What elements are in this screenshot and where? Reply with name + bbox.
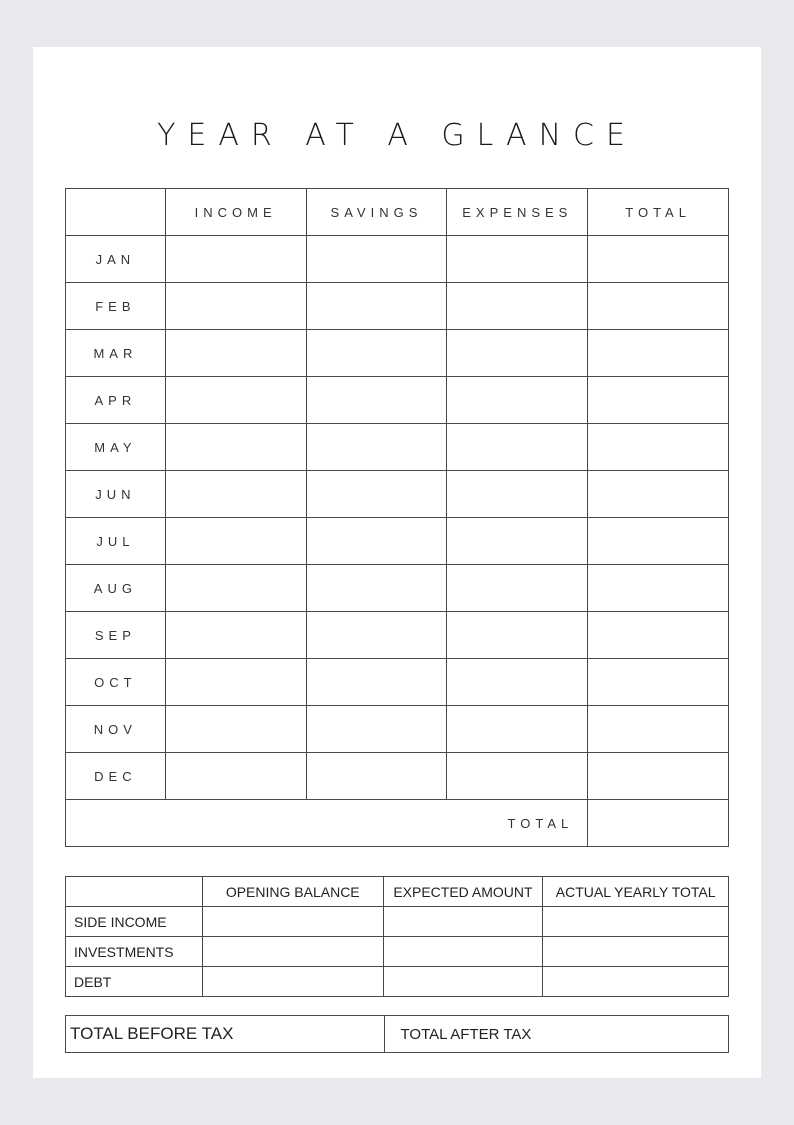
entry-cell[interactable] [165,659,306,706]
column-header: EXPENSES [447,189,588,236]
entry-cell[interactable] [165,283,306,330]
balance-column-header: OPENING BALANCE [202,877,383,907]
entry-cell[interactable] [447,565,588,612]
entry-cell[interactable] [306,283,447,330]
entry-cell[interactable] [588,330,729,377]
entry-cell[interactable] [447,659,588,706]
entry-cell[interactable] [306,612,447,659]
month-row [66,612,729,659]
column-header: SAVINGS [306,189,447,236]
balance-row [66,967,729,997]
entry-cell[interactable] [306,424,447,471]
month-row [66,565,729,612]
entry-cell[interactable] [165,236,306,283]
entry-cell[interactable] [588,753,729,800]
balance-entry-cell[interactable] [383,967,543,997]
balance-entry-cell[interactable] [543,937,729,967]
entry-cell[interactable] [306,753,447,800]
entry-cell[interactable] [165,330,306,377]
entry-cell[interactable] [447,471,588,518]
month-row [66,659,729,706]
entry-cell[interactable] [306,471,447,518]
entry-cell[interactable] [447,706,588,753]
balance-header-row [66,877,729,907]
balance-row-label: INVESTMENTS [66,937,203,967]
month-row [66,283,729,330]
corner-cell [66,877,203,907]
balance-row-label: SIDE INCOME [66,907,203,937]
entry-cell[interactable] [588,283,729,330]
entry-cell[interactable] [165,424,306,471]
month-label: SEP [66,612,166,659]
entry-cell[interactable] [306,330,447,377]
month-row [66,424,729,471]
page-title: YEAR AT A GLANCE [157,118,637,153]
balance-column-header: EXPECTED AMOUNT [383,877,543,907]
month-row [66,753,729,800]
entry-cell[interactable] [165,706,306,753]
tax-summary-table [65,1015,729,1053]
entry-cell[interactable] [306,518,447,565]
entry-cell[interactable] [447,377,588,424]
entry-cell[interactable] [588,236,729,283]
entry-cell[interactable] [447,518,588,565]
balance-column-header: ACTUAL YEARLY TOTAL [543,877,729,907]
month-label: OCT [66,659,166,706]
entry-cell[interactable] [306,659,447,706]
balance-row [66,907,729,937]
balance-entry-cell[interactable] [543,967,729,997]
month-label: JAN [66,236,166,283]
entry-cell[interactable] [306,377,447,424]
month-row [66,330,729,377]
month-label: JUN [66,471,166,518]
header-row [66,189,729,236]
entry-cell[interactable] [306,706,447,753]
entry-cell[interactable] [447,424,588,471]
balance-row [66,937,729,967]
total-row [66,800,729,847]
entry-cell[interactable] [165,565,306,612]
month-label: FEB [66,283,166,330]
tax-row [66,1016,729,1053]
month-label: DEC [66,753,166,800]
month-label: JUL [66,518,166,565]
balance-entry-cell[interactable] [383,907,543,937]
entry-cell[interactable] [447,236,588,283]
month-row [66,471,729,518]
entry-cell[interactable] [447,283,588,330]
balance-entry-cell[interactable] [383,937,543,967]
total-after-tax-label: TOTAL AFTER TAX [384,1016,728,1053]
corner-cell [66,189,166,236]
entry-cell[interactable] [588,565,729,612]
entry-cell[interactable] [588,659,729,706]
entry-cell[interactable] [306,236,447,283]
entry-cell[interactable] [165,471,306,518]
entry-cell[interactable] [447,612,588,659]
total-label: TOTAL [66,800,588,847]
month-label: MAY [66,424,166,471]
entry-cell[interactable] [165,518,306,565]
entry-cell[interactable] [165,612,306,659]
month-label: AUG [66,565,166,612]
column-header: TOTAL [588,189,729,236]
monthly-table [65,188,729,847]
total-before-tax-label: TOTAL BEFORE TAX [66,1016,385,1053]
entry-cell[interactable] [165,377,306,424]
month-row [66,377,729,424]
month-row [66,518,729,565]
entry-cell[interactable] [588,471,729,518]
balance-table [65,876,729,997]
entry-cell[interactable] [447,330,588,377]
month-row [66,236,729,283]
entry-cell[interactable] [447,753,588,800]
entry-cell[interactable] [588,424,729,471]
balance-entry-cell[interactable] [202,907,383,937]
grand-total-cell[interactable] [588,800,729,847]
entry-cell[interactable] [588,612,729,659]
column-header: INCOME [165,189,306,236]
balance-entry-cell[interactable] [202,967,383,997]
balance-row-label: DEBT [66,967,203,997]
balance-entry-cell[interactable] [543,907,729,937]
entry-cell[interactable] [588,518,729,565]
entry-cell[interactable] [306,565,447,612]
month-row [66,706,729,753]
month-label: APR [66,377,166,424]
entry-cell[interactable] [588,377,729,424]
entry-cell[interactable] [588,706,729,753]
month-label: NOV [66,706,166,753]
entry-cell[interactable] [165,753,306,800]
month-label: MAR [66,330,166,377]
balance-entry-cell[interactable] [202,937,383,967]
